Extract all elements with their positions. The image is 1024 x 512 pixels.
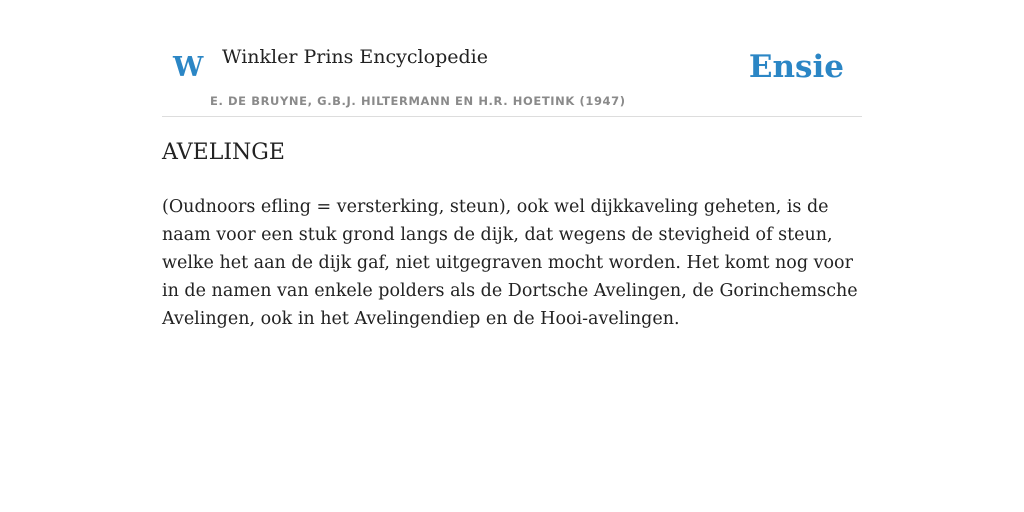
- article-body: (Oudnoors efling = versterking, steun), ook wel dijkkaveling geheten, is de naam voor een stuk grond langs de dijk, dat wegens de stevigheid of steun, welke het aan de dijk gaf, niet uitgegraven mocht worden. Het komt nog voor in de namen van enkele polders als de Dortsche Avelingen, de Gorinchemsche Avelingen, ook in het Avelingendiep en de Hooi-avelingen.: [162, 197, 858, 329]
- article-title: AVELINGE: [162, 140, 285, 165]
- source-header: [162, 40, 862, 117]
- source-logo[interactable]: W: [173, 52, 205, 83]
- source-authors: E. DE BRUYNE, G.B.J. HILTERMANN EN H.R. HOETINK (1947): [210, 94, 626, 108]
- brand-logo-link[interactable]: Ensie: [748, 49, 844, 85]
- source-title[interactable]: Winkler Prins Encyclopedie: [222, 46, 488, 68]
